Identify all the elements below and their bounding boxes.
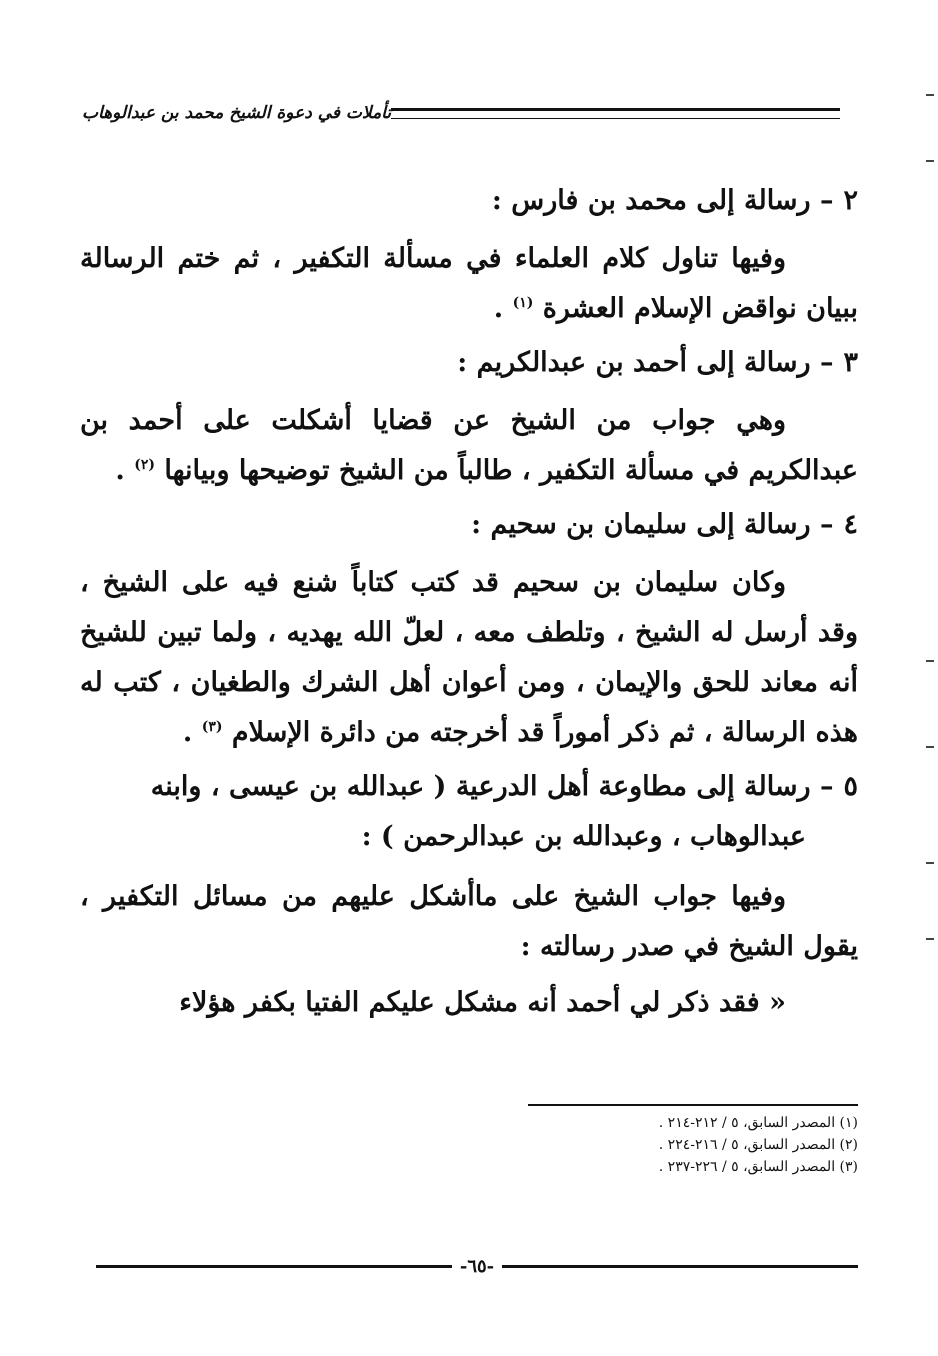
footnote-3: (٣) المصدر السابق، ٥ / ٢٢٦-٢٣٧ . <box>658 1159 858 1175</box>
item-heading-continuation: عبدالوهاب ، وعبدالله بن عبدالرحمن ) : <box>361 821 806 852</box>
page-number: -٦٥- <box>459 1255 495 1277</box>
paragraph-text: وفيها تناول كلام العلماء في مسألة التكفير ، ثم ختم الرسالة ببيان نواقض الإسلام العشرة <box>80 243 858 324</box>
footer-rule-left <box>96 1265 452 1268</box>
item-heading-text: – رسالة إلى سليمان بن سحيم : <box>471 509 834 540</box>
item-2-paragraph <box>80 234 858 334</box>
item-2-heading <box>80 176 858 226</box>
paragraph-tail: . <box>182 717 202 748</box>
margin-mark <box>926 94 934 96</box>
margin-mark <box>926 746 934 748</box>
item-heading-text: – رسالة إلى أحمد بن عبدالكريم : <box>457 347 834 378</box>
margin-mark <box>926 660 934 662</box>
margin-mark <box>926 160 934 162</box>
item-3-paragraph <box>80 396 858 496</box>
item-number: ٤ <box>843 509 858 540</box>
item-4-paragraph <box>80 558 858 758</box>
margin-mark <box>926 938 934 940</box>
margin-mark <box>926 862 934 864</box>
footnote-2: (٢) المصدر السابق، ٥ / ٢١٦-٢٢٤ . <box>658 1137 858 1153</box>
running-header <box>74 98 844 128</box>
footnotes <box>458 1112 858 1178</box>
footnote-ref-2[interactable]: (٢) <box>134 457 155 473</box>
paragraph-text: وهي جواب من الشيخ عن قضايا أشكلت على أحمد بن عبدالكريم في مسألة التكفير ، طالباً من الشيخ توضيحها وبيانها <box>80 405 858 486</box>
item-number: ٣ <box>843 347 858 378</box>
item-number: ٢ <box>843 185 858 216</box>
footnote-ref-3[interactable]: (٣) <box>201 719 223 735</box>
quotation-start: « فقد ذكر لي أحمد أنه مشكل عليكم الفتيا بكفر هؤلاء <box>179 987 786 1018</box>
footnote-1: (١) المصدر السابق، ٥ / ٢١٢-٢١٤ . <box>658 1115 858 1131</box>
paragraph-text: وكان سليمان بن سحيم قد كتب كتاباً شنع فيه على الشيخ ، وقد أرسل له الشيخ ، وتلطف معه ، لعلّ الله يهديه ، ولما تبين للشيخ أنه معاند للحق والإيمان ، ومن أعوان أهل الشرك والطغيان ، كتب له هذه الرسالة ، ثم ذكر أموراً قد أخرجته من دائرة الإسلام <box>80 567 858 748</box>
paragraph-tail: . <box>115 455 135 486</box>
footer-rule-right <box>502 1265 858 1268</box>
running-header-title: تأملات في دعوة الشيخ محمد بن عبدالوهاب <box>82 103 392 123</box>
page-body <box>80 176 858 1032</box>
item-heading-text: – رسالة إلى مطاوعة أهل الدرعية ( عبدالله بن عيسى ، وابنه <box>150 771 834 802</box>
page-footer <box>96 1254 858 1278</box>
header-rule <box>391 108 840 119</box>
item-number: ٥ <box>843 771 858 802</box>
footnote-separator <box>528 1104 858 1106</box>
item-3-heading <box>80 338 858 388</box>
item-5-heading <box>80 762 858 862</box>
item-5-paragraph: وفيها جواب الشيخ على ماأشكل عليهم من مسائل التكفير ، يقول الشيخ في صدر رسالته : <box>80 881 858 962</box>
footnote-ref-1[interactable]: (١) <box>512 295 534 311</box>
item-4-heading <box>80 500 858 550</box>
paragraph-tail: . <box>493 293 513 324</box>
item-heading-text: – رسالة إلى محمد بن فارس : <box>491 185 834 216</box>
